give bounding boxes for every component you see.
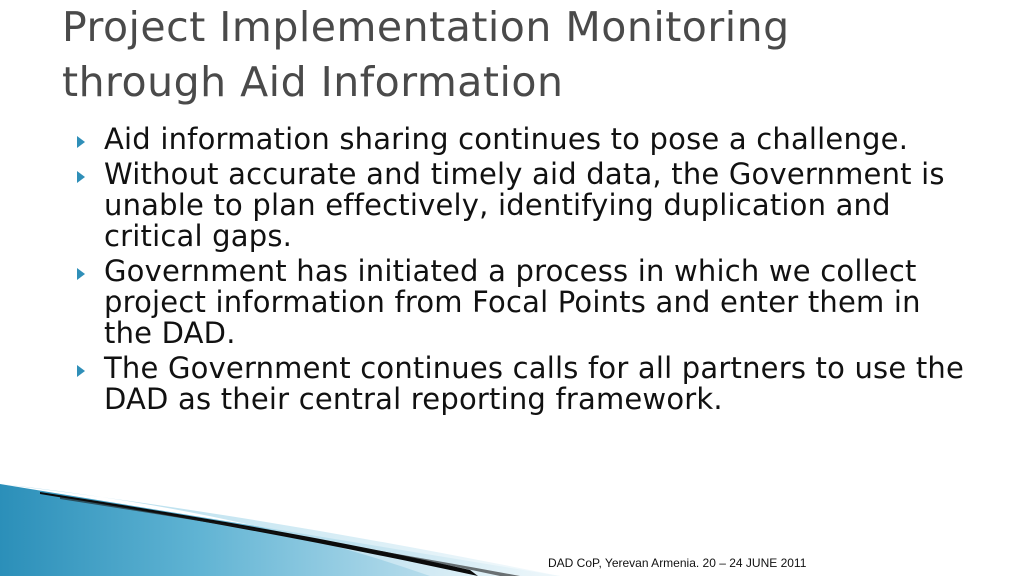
bullet-item bbox=[0, 256, 1024, 349]
bullet-text: Without accurate and timely aid data, the Government is unable to plan effectively, identifying duplication and critical gaps. bbox=[104, 157, 945, 253]
slide-title-line: Project Implementation Monitoring bbox=[62, 3, 790, 51]
triangle-bullet-icon bbox=[77, 365, 85, 377]
footer-note: DAD CoP, Yerevan Armenia. 20 – 24 JUNE 2011 bbox=[548, 556, 807, 570]
triangle-bullet-icon bbox=[77, 136, 85, 148]
bullet-text: The Government continues calls for all partners to use the DAD as their central reporting framework. bbox=[104, 351, 965, 416]
slide-title bbox=[62, 0, 1002, 110]
bullet-text: Aid information sharing continues to pose a challenge. bbox=[104, 122, 909, 156]
bullet-text: Government has initiated a process in which we collect project information from Focal Points and enter them in the DAD. bbox=[104, 254, 921, 350]
slide-title-line: through Aid Information bbox=[62, 58, 564, 106]
triangle-bullet-icon bbox=[77, 268, 85, 280]
bullet-list bbox=[0, 124, 1024, 419]
bullet-item bbox=[0, 159, 1024, 252]
decorative-wave-graphic bbox=[0, 470, 1024, 576]
bullet-item bbox=[0, 124, 1024, 155]
triangle-bullet-icon bbox=[77, 171, 85, 183]
bullet-item bbox=[0, 353, 1024, 415]
